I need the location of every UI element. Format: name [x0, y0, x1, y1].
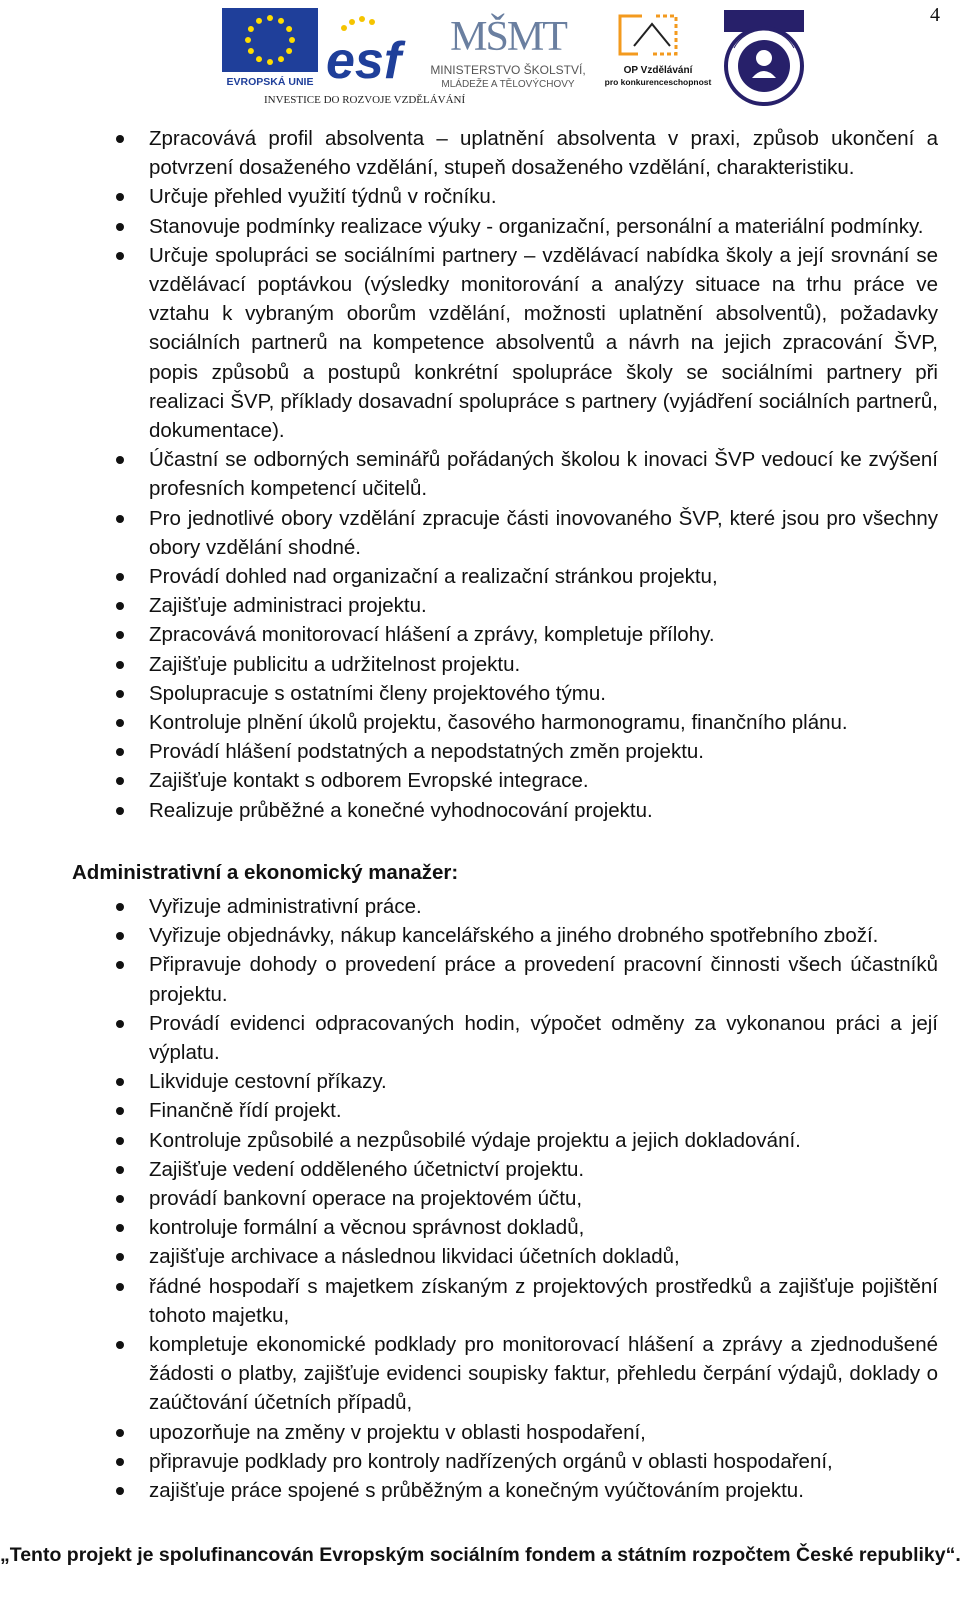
eu-star-icon	[256, 56, 262, 62]
list-item: řádné hospodaří s majetkem získaným z projektových prostředků a zajišťuje pojištění tohoto majetku,	[0, 1272, 960, 1330]
eu-star-icon	[267, 59, 273, 65]
eu-star-icon	[248, 26, 254, 32]
list-item: Zpracovává profil absolventa – uplatnění absolventa v praxi, způsob ukončení a potvrzení dosaženého vzdělání, stupeň dosaženého vzdělání, charakteristiku.	[0, 124, 960, 182]
eu-star-icon	[245, 37, 251, 43]
list-item: kompletuje ekonomické podklady pro monitorovací hlášení a zprávy a zjednodušené žádosti o platby, zajišťuje evidenci soupisky faktur, přehledu čerpání výdajů, doklady o zaúčtování účetních případů,	[0, 1330, 960, 1418]
msmt-logo-icon	[424, 6, 592, 92]
responsibilities-list	[0, 124, 960, 825]
list-item: Provádí hlášení podstatných a nepodstatných změn projektu.	[0, 737, 960, 766]
section-heading: Administrativní a ekonomický manažer:	[72, 861, 459, 884]
op-line1: OP Vzdělávání	[623, 65, 693, 76]
list-item: připravuje podklady pro kontroly nadřízených orgánů v oblasti hospodaření,	[0, 1447, 960, 1476]
msmt-mark: MŠMT	[450, 14, 566, 60]
eu-star-icon	[278, 56, 284, 62]
op-logo-icon	[604, 8, 712, 90]
eu-star-icon	[248, 48, 254, 54]
investice-tagline: INVESTICE DO ROZVOJE VZDĚLÁVÁNÍ	[264, 94, 466, 106]
list-item: Zajišťuje kontakt s odborem Evropské integrace.	[0, 766, 960, 795]
list-item: provádí bankovní operace na projektovém účtu,	[0, 1184, 960, 1213]
eu-flag-icon	[222, 8, 318, 88]
op-line2: pro konkurenceschopnost	[604, 77, 712, 87]
list-item: Účastní se odborných seminářů pořádaných školou k inovaci ŠVP vedoucí ke zvýšení profesních kompetencí učitelů.	[0, 445, 960, 503]
list-item: Zajišťuje publicitu a udržitelnost projektu.	[0, 650, 960, 679]
list-item: Kontroluje způsobilé a nezpůsobilé výdaje projektu a jejich dokladování.	[0, 1126, 960, 1155]
list-item: Určuje spolupráci se sociálními partnery – vzdělávací nabídka školy a její srovnání se vzdělávací poptávkou (výsledky monitorování a analýzy situace na trhu práce ve vztahu k vybraným oborům vzdělání, možnosti uplatnění absolventů), požadavky sociálních partnerů na kompetence absolventů a návrh na jejich zpracování ŠVP, popis způsobů a postupů konkrétní spolupráce školy se sociálními partnery při realizaci ŠVP, příklady dosavadní spolupráce s partnery (vyjádření sociálních partnerů, dokumentace).	[0, 241, 960, 445]
admin-economic-manager-list	[0, 892, 960, 1505]
list-item: zajišťuje práce spojené s průběžným a konečným vyúčtováním projektu.	[0, 1476, 960, 1505]
list-item: Určuje přehled využití týdnů v ročníku.	[0, 182, 960, 211]
eu-logo-label: EVROPSKÁ UNIE	[226, 76, 314, 88]
list-item: Spolupracuje s ostatními členy projektového týmu.	[0, 679, 960, 708]
list-item: zajišťuje archivace a následnou likvidaci účetních dokladů,	[0, 1242, 960, 1271]
eu-star-icon	[289, 37, 295, 43]
esf-logo-label: esf	[326, 32, 402, 90]
school-seal-icon	[722, 8, 806, 108]
eu-star-icon	[278, 18, 284, 24]
footer-note: „Tento projekt je spolufinancován Evropským sociálním fondem a státním rozpočtem České republiky“.	[0, 1544, 961, 1566]
list-item: kontroluje formální a věcnou správnost dokladů,	[0, 1213, 960, 1242]
msmt-line2: MLÁDEŽE A TĚLOVÝCHOVY	[441, 79, 575, 90]
eu-star-icon	[286, 48, 292, 54]
list-item: Kontroluje plnění úkolů projektu, časového harmonogramu, finančního plánu.	[0, 708, 960, 737]
list-item: Likviduje cestovní příkazy.	[0, 1067, 960, 1096]
list-item: Zpracovává monitorovací hlášení a zprávy, kompletuje přílohy.	[0, 620, 960, 649]
list-item: Zajišťuje vedení odděleného účetnictví projektu.	[0, 1155, 960, 1184]
eu-star-icon	[267, 15, 273, 21]
list-item: Provádí evidenci odpracovaných hodin, výpočet odměny za vykonanou práci a její výplatu.	[0, 1009, 960, 1067]
list-item: Realizuje průběžné a konečné vyhodnocování projektu.	[0, 796, 960, 825]
esf-logo-icon	[322, 8, 422, 90]
eu-star-icon	[286, 26, 292, 32]
list-item: upozorňuje na změny v projektu v oblasti hospodaření,	[0, 1418, 960, 1447]
list-item: Pro jednotlivé obory vzdělání zpracuje části inovovaného ŠVP, které jsou pro všechny obory vzdělání shodné.	[0, 504, 960, 562]
list-item: Vyřizuje objednávky, nákup kancelářského a jiného drobného spotřebního zboží.	[0, 921, 960, 950]
msmt-line1: MINISTERSTVO ŠKOLSTVÍ,	[430, 63, 586, 77]
list-item: Provádí dohled nad organizační a realizační stránkou projektu,	[0, 562, 960, 591]
list-item: Připravuje dohody o provedení práce a provedení pracovní činnosti všech účastníků projektu.	[0, 950, 960, 1008]
list-item: Vyřizuje administrativní práce.	[0, 892, 960, 921]
eu-star-icon	[256, 18, 262, 24]
list-item: Stanovuje podmínky realizace výuky - organizační, personální a materiální podmínky.	[0, 212, 960, 241]
list-item: Finančně řídí projekt.	[0, 1096, 960, 1125]
list-item: Zajišťuje administraci projektu.	[0, 591, 960, 620]
page-number: 4	[930, 4, 940, 26]
